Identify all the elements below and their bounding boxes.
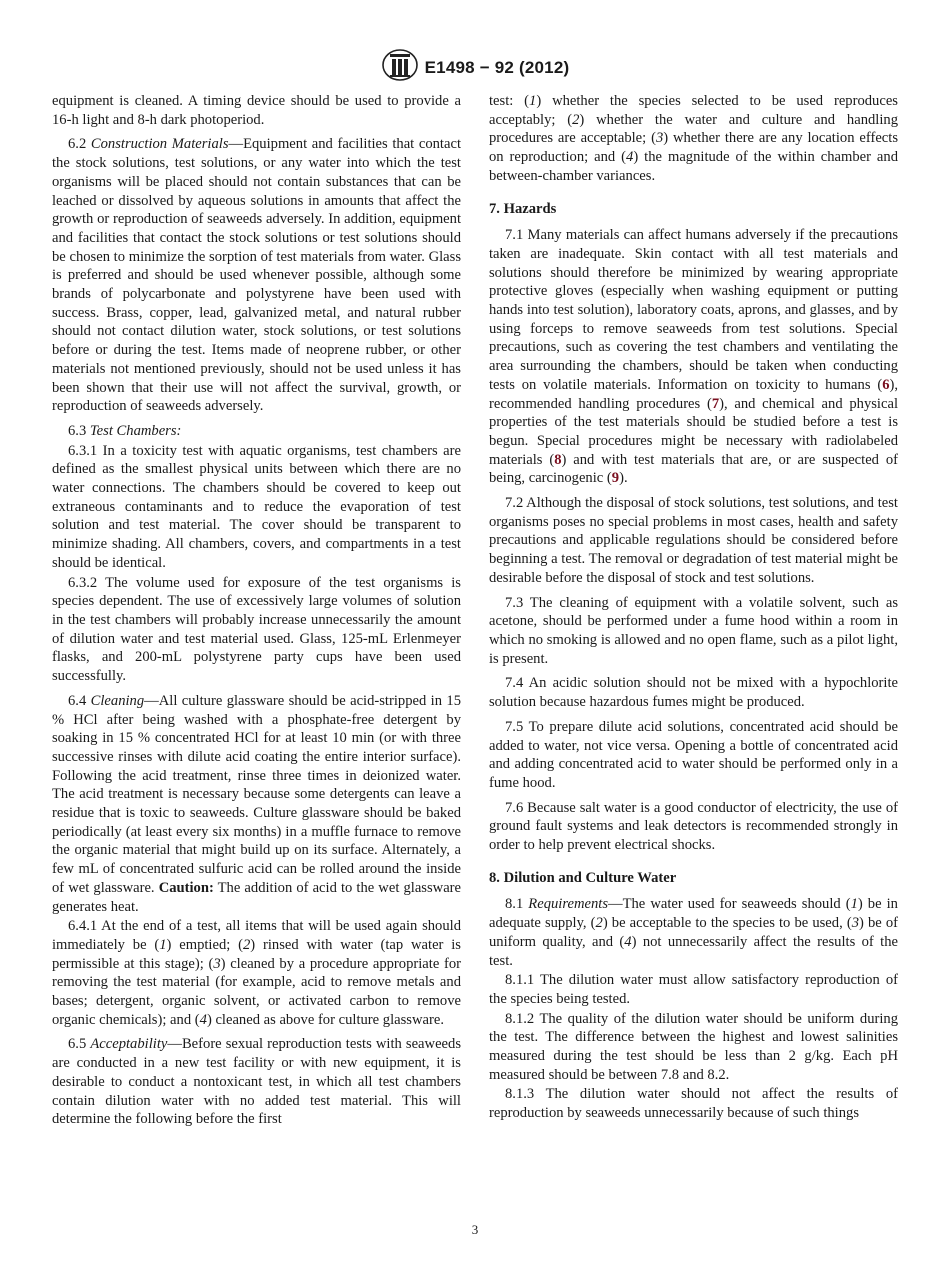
- section-8-1: 8.1 Requirements—The water used for seaweeds should (1) be in adequate supply, (2) be acceptable to the species to be used, (3) be of uniform quality, and (4) not unnecessarily affect the results of the test.: [489, 896, 898, 969]
- left-column: [52, 92, 461, 1135]
- reference-link[interactable]: 6: [882, 376, 890, 393]
- section-7-1: 7.1 Many materials can affect humans adversely if the precautions taken are inadequate. Skin contact with all test materials and solutions should therefore be minimized by wearing appropriate protective gloves (especially when washing equipment or putting hands into test solution), laboratory coats, aprons, and glasses, and by using forceps to remove seaweeds from test solutions. Special precautions, such as covering the test chambers and ventilating the area surrounding the chambers, should be taken when conducting tests on volatile materials. Information on toxicity to humans (6), recommended handling procedures (7), and chemical and physical properties of the test materials should be studied before a test is begun. Special procedures might be necessary with radiolabeled materials (8) and with test materials that are, or are suspected of being, carcinogenic (9).: [489, 227, 898, 487]
- section-6-3-2: 6.3.2 The volume used for exposure of the test organisms is species dependent. The use of excessively large volumes of solution in the test chambers will probably increase unnecessarily the amount of dilution water and test material used. Glass, 125-mL Erlenmeyer flasks, and 200-mL polystyrene party cups have been used successfully.: [52, 574, 461, 685]
- section-6-3: 6.3 Test Chambers:: [68, 422, 182, 439]
- section-8-1-1: 8.1.1 The dilution water must allow satisfactory reproduction of the species being tested.: [489, 972, 898, 1007]
- paragraph: test: (1) whether the species selected to be used reproduces acceptably; (2) whether the water and culture and handling procedures are acceptable; (3) whether there are any location effects on reproduction; and (4) the magnitude of the within chamber and between-chamber variances.: [489, 93, 899, 184]
- section-7-2: 7.2 Although the disposal of stock solutions, test solutions, and test organisms poses no special problems in most cases, health and safety precautions and applicable regulations should be considered before beginning a test. The removal or degradation of test material might be desirable before the disposal of stock and test solutions.: [489, 495, 898, 586]
- reference-link[interactable]: 8: [554, 451, 562, 468]
- right-column: [489, 92, 898, 1124]
- section-8-1-3: 8.1.3 The dilution water should not affect the results of reproduction by seaweeds unnecessarily because of such things: [489, 1086, 898, 1122]
- section-heading-hazards: 7. Hazards: [489, 200, 557, 217]
- reference-link[interactable]: 9: [611, 470, 620, 487]
- astm-logo-icon: [381, 48, 419, 87]
- section-6-4-1: 6.4.1 At the end of a test, all items that will be used again should immediately be (1) emptied; (2) rinsed with water (tap water is permissible at this stage); (3) cleaned by a procedure appropriate for removing the test material (for example, acid to remove metals and bases; detergent, organic solvent, or activated carbon to remove organic chemicals); and (4) cleaned as above for culture glassware.: [52, 918, 461, 1028]
- section-6-5: 6.5 Acceptability—Before sexual reproduction tests with seaweeds are conducted in a new test facility or with new equipment, it is desirable to conduct a nontoxicant test, in which all test chambers contain dilution water with no added test material. This will determine the following before the first: [52, 1036, 461, 1128]
- page-number: 3: [471, 1222, 479, 1237]
- section-8-1-2: 8.1.2 The quality of the dilution water should be uniform during the test. The difference between the highest and lowest salinities measured during the test should be less than 2 g/kg. Each pH measured should be between 7.8 and 8.2.: [489, 1010, 898, 1083]
- section-6-2: 6.2 Construction Materials—Equipment and facilities that contact the stock solutions, test solutions, or any water into which the test organisms will be placed should not contain substances that can be leached or dissolved by aqueous solutions in amounts that affect the growth or reproduction of seaweeds adversely. In addition, equipment and facilities that contact the stock solutions or test solutions should be chosen to minimize the sorption of test materials from water. Glass is preferred and should be used whenever possible, although some brands of polycarbonate and polystyrene have been used with success. Brass, copper, lead, galvanized metal, and natural rubber should not contact dilution water, stock solutions, or test solutions before or during the test. Items made of neoprene rubber, or other materials not mentioned previously, should not be used unless it has been shown that their use will not affect the survival, growth, or reproduction of seaweeds adversely.: [52, 136, 461, 415]
- section-6-4: 6.4 Cleaning—All culture glassware should be acid-stripped in 15 % HCl after being washed with a phosphate-free detergent by soaking in 15 % concentrated HCl for at least 10 min (or with three successive rinses with dilute acid coating the entire interior surface). Following the acid treatment, rinse three times in deionized water. The acid treatment is necessary because some detergents can leave a residue that is toxic to seaweeds. Culture glassware should be baked periodically (at least every six months) in a muffle furnace to remove the organic material that might build up on its surface. Alternately, a few mL of concentrated sulfuric acid can be rolled around the inside of wet glassware. Caution: The addition of acid to the wet glassware generates heat.: [52, 692, 462, 915]
- section-heading-dilution-water: 8. Dilution and Culture Water: [489, 869, 677, 886]
- section-7-6: 7.6 Because salt water is a good conductor of electricity, the use of ground fault systems and leak detectors is recommended strongly in order to help prevent electrical shocks.: [489, 799, 898, 854]
- section-6-3-1: 6.3.1 In a toxicity test with aquatic organisms, test chambers are defined as the smallest physical units between which there are no water connections. The chambers should be covered to keep out extraneous contaminants and to reduce the evaporation of test solution and test material. The cover should be transparent to minimize shading. All chambers, covers, and compartments in a test should be identical.: [52, 442, 461, 571]
- reference-link[interactable]: 7: [711, 395, 720, 412]
- page-header: [0, 48, 950, 87]
- section-7-5: 7.5 To prepare dilute acid solutions, concentrated acid should be added to water, not vice versa. Opening a bottle of concentrated acid and adding concentrated acid to water should be performed only in a fume hood.: [489, 718, 898, 791]
- section-7-3: 7.3 The cleaning of equipment with a volatile solvent, such as acetone, should be performed under a fume hood within a room in which no smoking is allowed and no open flame, such as a pilot light, is present.: [489, 594, 898, 667]
- section-7-4: 7.4 An acidic solution should not be mixed with a hypochlorite solution because hazardous fumes might be produced.: [489, 675, 898, 711]
- paragraph: equipment is cleaned. A timing device should be used to provide a 16-h light and 8-h dark photoperiod.: [52, 93, 461, 128]
- document-id: E1498 − 92 (2012): [424, 57, 570, 77]
